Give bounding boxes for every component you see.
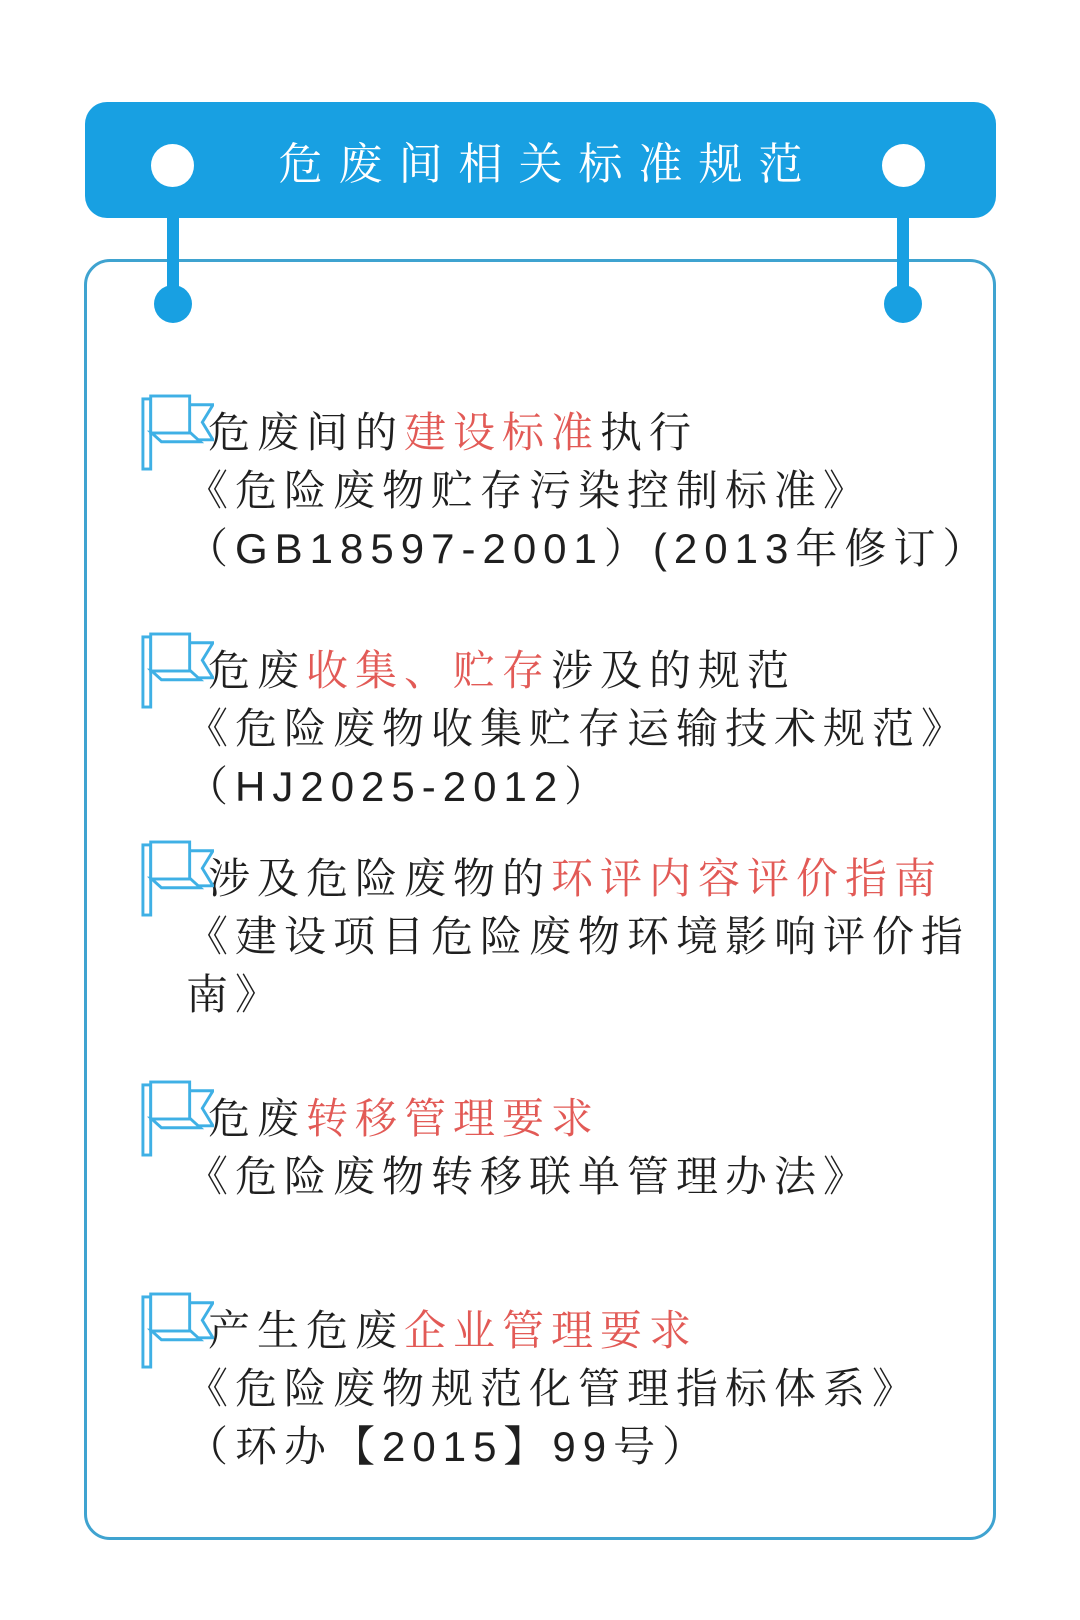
- item-heading: [186, 404, 991, 462]
- heading-highlight: 建设标准: [404, 409, 601, 456]
- standard-code: （GB18597-2001）(2013年修订）: [186, 525, 992, 572]
- standard-name: 《危险废物转移联单管理办法》: [186, 1153, 873, 1200]
- standard-name: 《危险废物规范化管理指标体系》: [186, 1365, 922, 1412]
- list-item-construction-standard: [140, 404, 991, 578]
- item-heading: [186, 1302, 921, 1360]
- heading-highlight: 企业管理要求: [404, 1307, 699, 1354]
- flag-icon: [140, 392, 214, 474]
- standard-name: 《建设项目危险废物环境影响评价指: [186, 913, 971, 960]
- item-heading: [186, 850, 970, 908]
- list-item-enterprise-management: [140, 1302, 921, 1476]
- heading-text: 涉及的规范: [551, 647, 797, 694]
- flag-icon: [140, 838, 214, 920]
- heading-highlight: 收集、贮存: [306, 647, 552, 694]
- standard-name: 《危险废物收集贮存运输技术规范》: [186, 705, 971, 752]
- flag-icon: [140, 1290, 214, 1372]
- item-heading: [186, 1090, 872, 1148]
- heading-text: 危废间的: [208, 409, 405, 456]
- item-heading: [186, 642, 970, 700]
- page-title: 危废间相关标准规范: [278, 140, 819, 189]
- pin-hole-right-icon: [882, 144, 925, 187]
- list-item-collection-storage: [140, 642, 970, 816]
- heading-highlight: 转移管理要求: [306, 1095, 601, 1142]
- standard-code: （环办【2015】99号）: [186, 1423, 712, 1470]
- pin-ball-right-icon: [884, 285, 922, 323]
- heading-text: 产生危废: [208, 1307, 405, 1354]
- pin-hole-left-icon: [151, 144, 194, 187]
- pin-ball-left-icon: [154, 285, 192, 323]
- heading-text: 危废: [208, 647, 307, 694]
- list-item-eia-guide: [140, 850, 970, 1024]
- standard-name-wrap: 南》: [186, 971, 285, 1018]
- standard-code: （HJ2025-2012）: [186, 763, 614, 810]
- flag-icon: [140, 1078, 214, 1160]
- heading-text: 涉及危险废物的: [208, 855, 552, 902]
- list-item-transfer-management: [140, 1090, 872, 1206]
- standard-name: 《危险废物贮存污染控制标准》: [186, 467, 873, 514]
- title-banner: [85, 102, 996, 218]
- heading-highlight: 环评内容评价指南: [551, 855, 944, 902]
- heading-text: 执行: [600, 409, 699, 456]
- heading-text: 危废: [208, 1095, 307, 1142]
- flag-icon: [140, 630, 214, 712]
